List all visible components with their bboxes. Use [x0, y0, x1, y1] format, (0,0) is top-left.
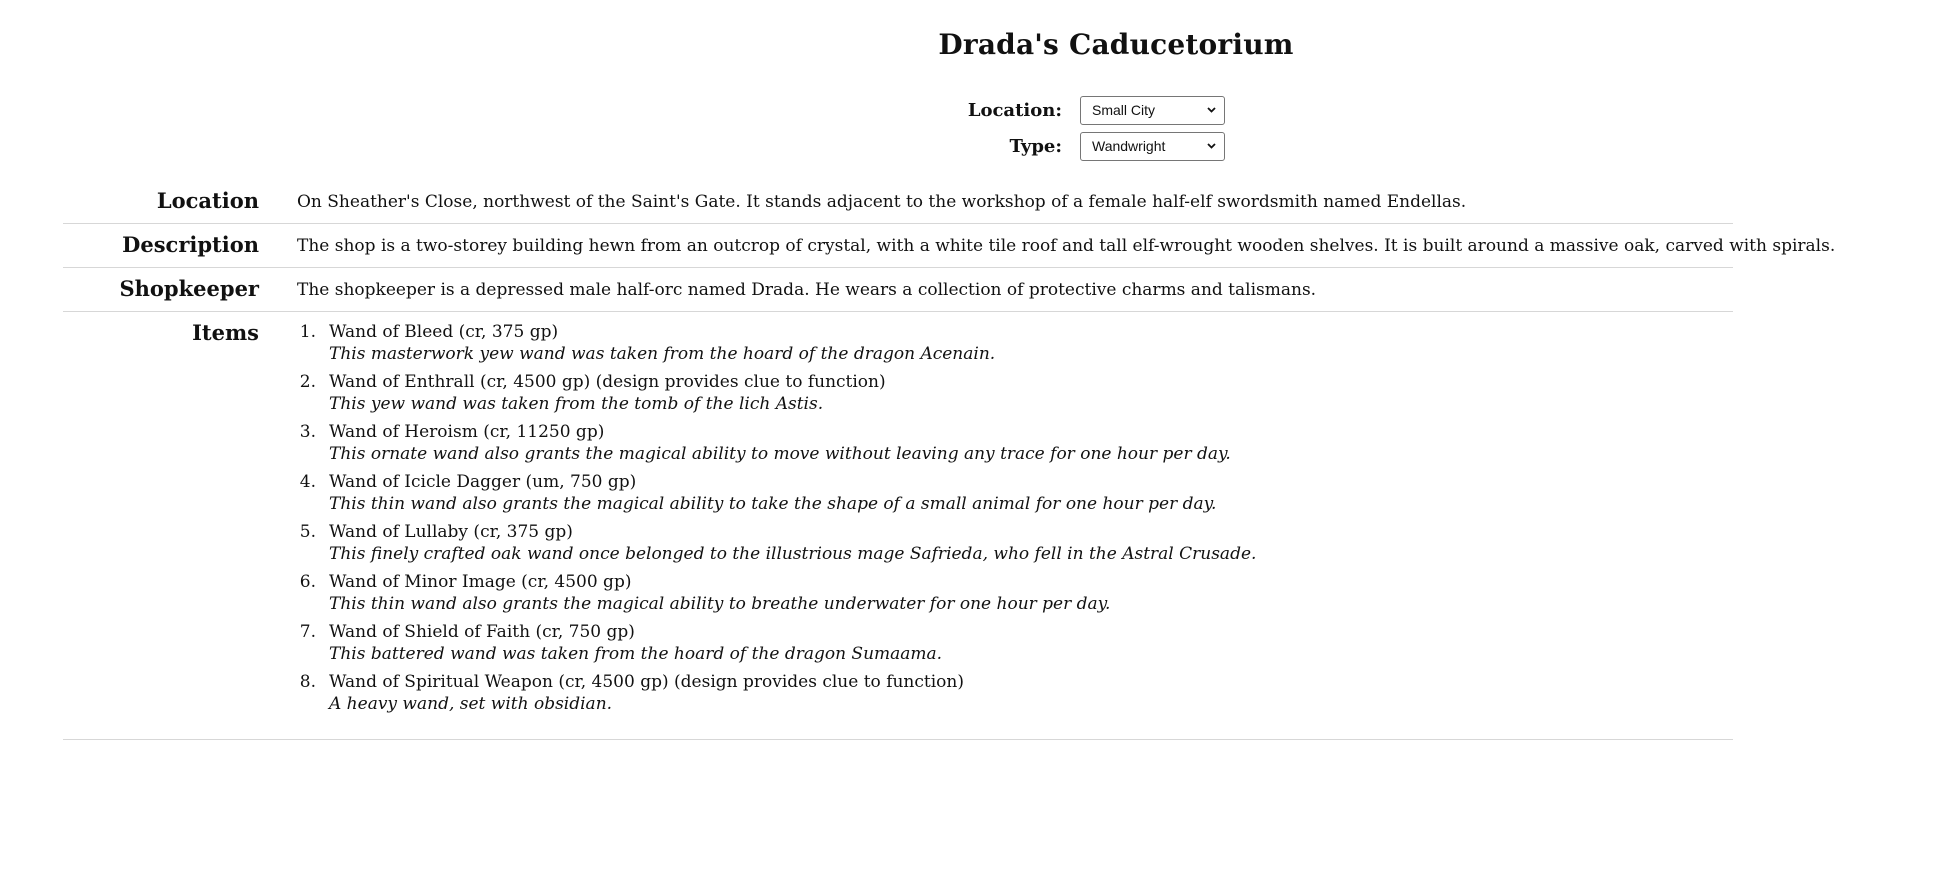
item-description: This masterwork yew wand was taken from the hoard of the dragon Acenain. — [329, 344, 996, 364]
list-item — [297, 421, 1733, 465]
item-name: Wand of Heroism (cr, 11250 gp) — [329, 422, 605, 442]
list-item — [297, 471, 1733, 515]
item-number: 4. — [299, 472, 316, 492]
list-item — [297, 521, 1733, 565]
item-description: A heavy wand, set with obsidian. — [329, 694, 613, 714]
item-number: 8. — [299, 672, 316, 692]
location-section — [63, 180, 1733, 224]
shop-options — [900, 92, 1225, 164]
item-name: Wand of Enthrall (cr, 4500 gp) (design provides clue to function) — [329, 372, 886, 392]
location-select-label: Location: — [967, 99, 1062, 121]
item-content — [329, 521, 1256, 565]
item-number: 1. — [299, 322, 316, 342]
item-name: Wand of Shield of Faith (cr, 750 gp) — [329, 622, 635, 642]
shopkeeper-text: The shopkeeper is a depressed male half-orc named Drada. He wears a collection of protective charms and talismans. — [297, 280, 1317, 300]
item-content — [329, 471, 1216, 515]
type-select[interactable] — [1080, 132, 1225, 161]
list-item — [297, 571, 1733, 615]
list-item — [297, 371, 1733, 415]
item-name: Wand of Minor Image (cr, 4500 gp) — [329, 572, 632, 592]
item-number: 2. — [299, 372, 316, 392]
item-description: This finely crafted oak wand once belonged to the illustrious mage Safrieda, who fell in the Astral Crusade. — [329, 544, 1257, 564]
item-description: This thin wand also grants the magical ability to breathe underwater for one hour per day. — [329, 594, 1111, 614]
type-row — [900, 128, 1225, 164]
item-content — [329, 371, 886, 415]
chevron-down-icon — [1207, 107, 1216, 113]
description-heading: Description — [122, 232, 259, 257]
items-list — [297, 321, 1733, 715]
page-title: Drada's Caducetorium — [938, 28, 1294, 61]
item-number: 5. — [299, 522, 316, 542]
item-content — [329, 571, 1110, 615]
shopkeeper-section — [63, 268, 1733, 312]
type-select-label: Type: — [1009, 135, 1062, 157]
chevron-down-icon — [1207, 143, 1216, 149]
location-text: On Sheather's Close, northwest of the Saint's Gate. It stands adjacent to the workshop of a female half-elf swordsmith named Endellas. — [297, 192, 1467, 212]
items-heading: Items — [192, 320, 259, 345]
item-name: Wand of Lullaby (cr, 375 gp) — [329, 522, 573, 542]
type-select-value: Wandwright — [1092, 138, 1166, 154]
item-number: 7. — [299, 622, 316, 642]
item-content — [329, 321, 995, 365]
list-item — [297, 321, 1733, 365]
location-heading: Location — [156, 188, 259, 213]
list-item — [297, 671, 1733, 715]
item-description: This yew wand was taken from the tomb of the lich Astis. — [329, 394, 824, 414]
location-select[interactable] — [1080, 96, 1225, 125]
item-number: 6. — [299, 572, 316, 592]
items-body — [259, 312, 1733, 739]
shopkeeper-heading: Shopkeeper — [119, 276, 259, 301]
shop-details — [63, 180, 1836, 740]
description-text: The shop is a two-storey building hewn from an outcrop of crystal, with a white tile roof and tall elf-wrought wooden shelves. It is built around a massive oak, carved with spirals. — [297, 236, 1836, 256]
items-section — [63, 312, 1733, 740]
list-item — [297, 621, 1733, 665]
location-row — [900, 92, 1225, 128]
item-name: Wand of Spiritual Weapon (cr, 4500 gp) (design provides clue to function) — [329, 672, 964, 692]
item-content — [329, 671, 964, 715]
item-name: Wand of Bleed (cr, 375 gp) — [329, 322, 559, 342]
item-content — [329, 621, 942, 665]
item-description: This thin wand also grants the magical ability to take the shape of a small animal for one hour per day. — [329, 494, 1217, 514]
description-section — [63, 224, 1836, 268]
item-name: Wand of Icicle Dagger (um, 750 gp) — [329, 472, 637, 492]
item-content — [329, 421, 1231, 465]
location-select-value: Small City — [1092, 102, 1156, 118]
item-number: 3. — [299, 422, 316, 442]
item-description: This ornate wand also grants the magical ability to move without leaving any trace for one hour per day. — [329, 444, 1231, 464]
item-description: This battered wand was taken from the hoard of the dragon Sumaama. — [329, 644, 943, 664]
